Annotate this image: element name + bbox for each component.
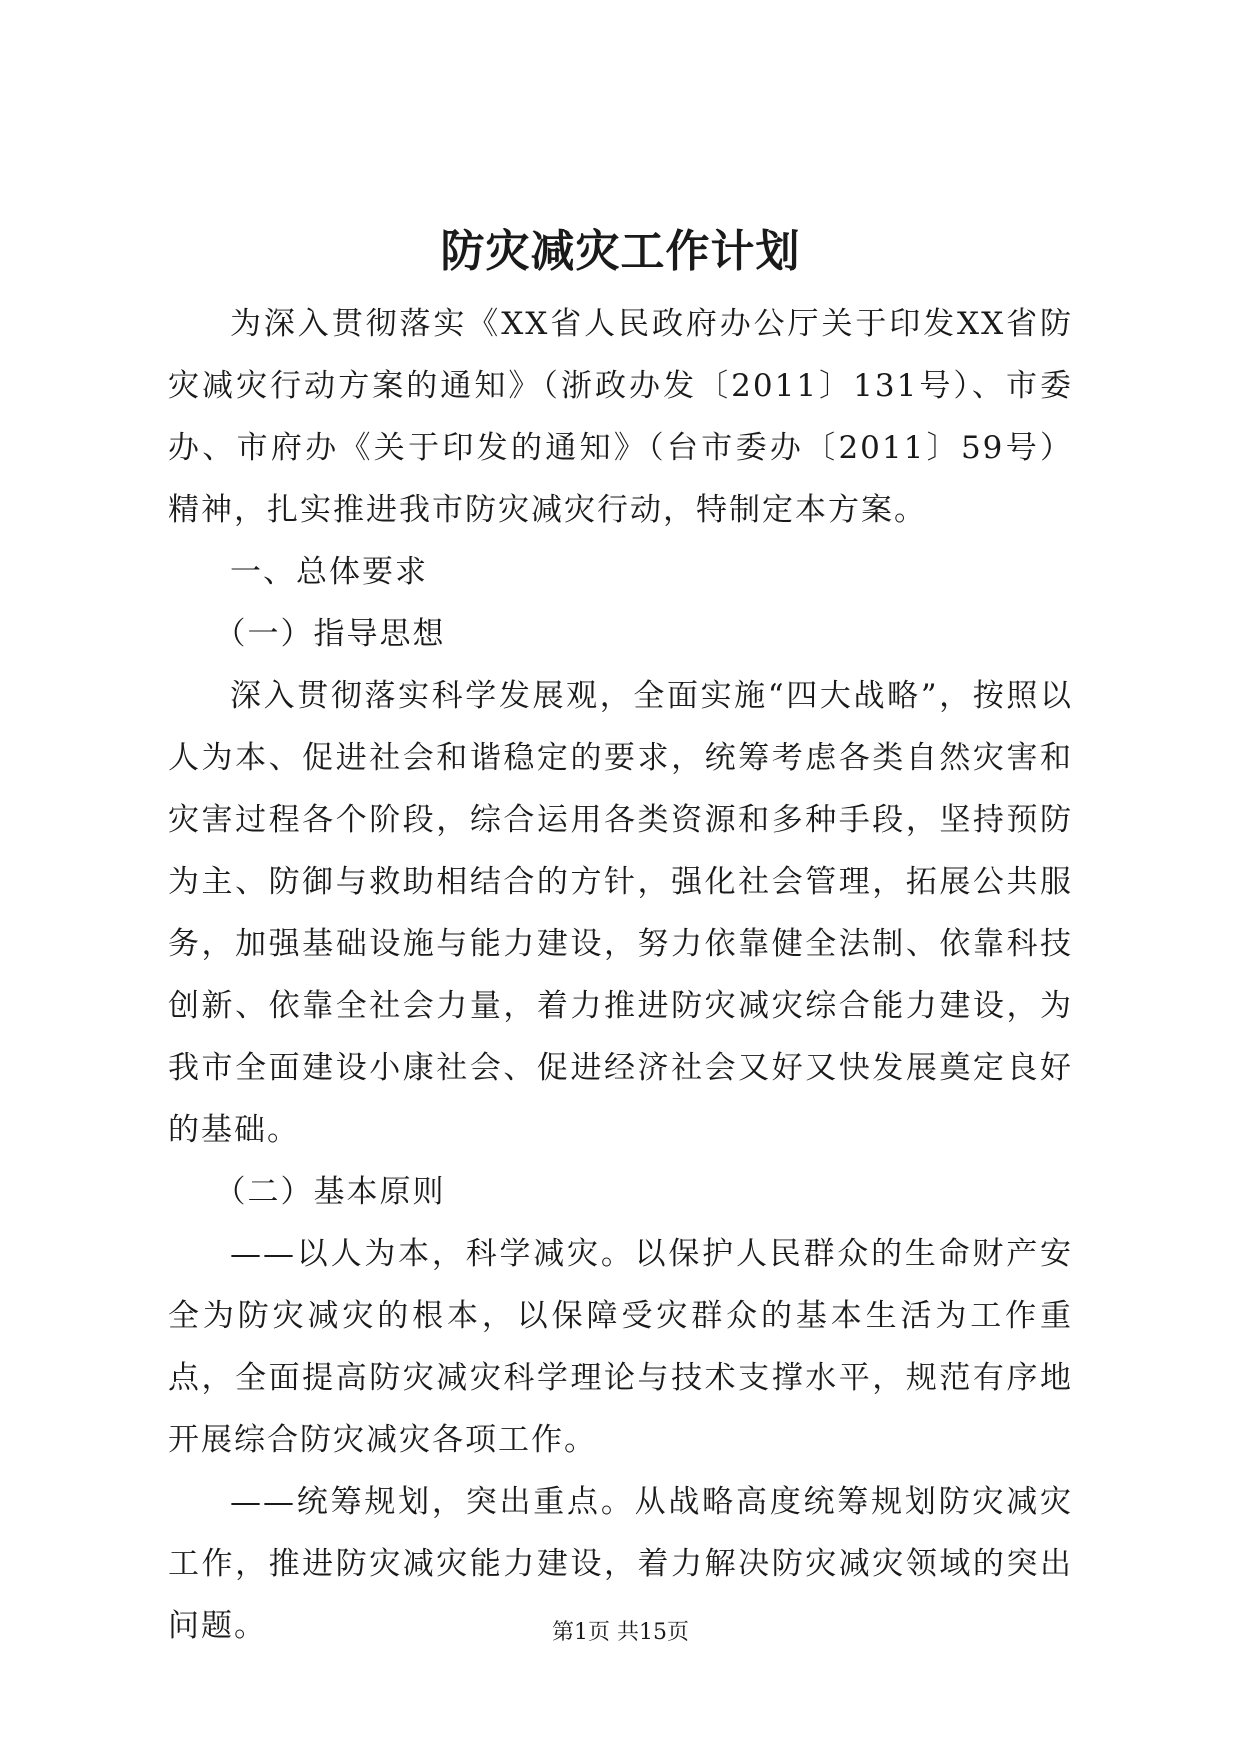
section-heading-general-requirements: 一、总体要求 bbox=[230, 554, 428, 590]
paragraph-intro: 为深入贯彻落实《XX省人民政府办公厅关于印发XX省防灾减灾行动方案的通知》（浙政办发〔2011〕131号）、市委办、市府办《关于印发的通知》（台市委办〔2011〕59号）精神，扎实推进我市防灾减灾行动，特制定本方案。 bbox=[168, 306, 1073, 528]
paragraph-guiding-ideology: 深入贯彻落实科学发展观，全面实施“四大战略”，按照以人为本、促进社会和谐稳定的要求，统筹考虑各类自然灾害和灾害过程各个阶段，综合运用各类资源和多种手段，坚持预防为主、防御与救助相结合的方针，强化社会管理，拓展公共服务，加强基础设施与能力建设，努力依靠健全法制、依靠科技创新、依靠全社会力量，着力推进防灾减灾综合能力建设，为我市全面建设小康社会、促进经济社会又好又快发展奠定良好的基础。 bbox=[168, 678, 1073, 1148]
subsection-heading-guiding-ideology: （一）指导思想 bbox=[214, 616, 446, 652]
document-title: 防灾减灾工作计划 bbox=[440, 226, 801, 277]
page-number-footer: 第1页 共15页 bbox=[552, 1620, 689, 1645]
document-body bbox=[168, 293, 1073, 1657]
paragraph-principle-overall-planning: ——统筹规划，突出重点。从战略高度统筹规划防灾减灾工作，推进防灾减灾能力建设，着力解决防灾减灾领域的突出问题。 bbox=[168, 1484, 1073, 1644]
subsection-heading-basic-principles: （二）基本原则 bbox=[214, 1174, 446, 1210]
paragraph-principle-people-oriented: ——以人为本，科学减灾。以保护人民群众的生命财产安全为防灾减灾的根本，以保障受灾群众的基本生活为工作重点，全面提高防灾减灾科学理论与技术支撑水平，规范有序地开展综合防灾减灾各项工作。 bbox=[168, 1236, 1073, 1458]
